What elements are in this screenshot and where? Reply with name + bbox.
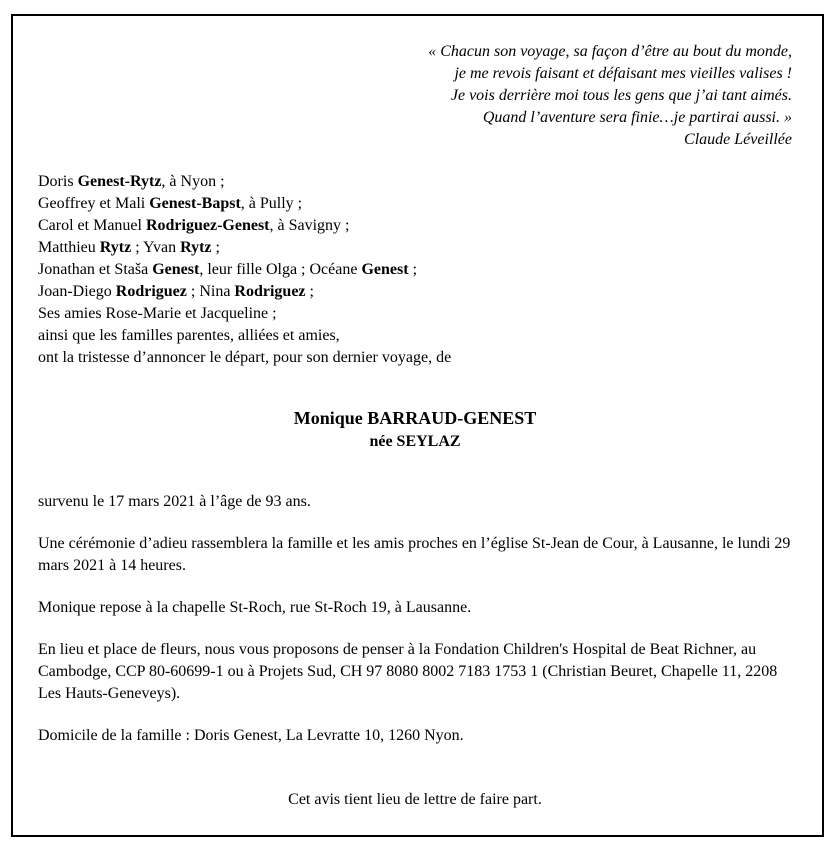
family-address-paragraph: Domicile de la famille : Doris Genest, La Levratte 10, 1260 Nyon. — [38, 727, 464, 744]
family-text: Jonathan et Staša — [38, 261, 153, 278]
footer-notice: Cet avis tient lieu de lettre de faire part. — [288, 791, 542, 808]
family-text: ; — [305, 283, 314, 300]
quote-attribution: Claude Léveillée — [684, 131, 792, 148]
quote-lines — [38, 41, 792, 129]
death-date-paragraph: survenu le 17 mars 2021 à l’âge de 93 ans. — [38, 493, 311, 510]
deceased-name: Monique BARRAUD-GENEST — [293, 408, 537, 428]
family-text: Carol et Manuel — [38, 217, 146, 234]
family-text: ; — [408, 261, 418, 278]
family-line — [38, 281, 792, 303]
family-text: ; Nina — [186, 283, 235, 300]
family-surname-bold: Genest-Rytz — [77, 173, 162, 190]
family-text: Geoffrey et Mali — [38, 195, 150, 212]
family-line — [38, 259, 792, 281]
family-line — [38, 193, 792, 215]
family-text: , à Savigny ; — [269, 217, 350, 234]
family-line — [38, 215, 792, 237]
family-line — [38, 325, 792, 347]
family-text: ; Yvan — [131, 239, 181, 256]
family-surname-bold: Genest-Bapst — [149, 195, 241, 212]
family-list — [38, 171, 792, 369]
family-text: ainsi que les familles parentes, alliées et amies, — [38, 327, 340, 344]
family-line — [38, 303, 792, 325]
donations-paragraph: En lieu et place de fleurs, nous vous proposons de penser à la Fondation Children's Hospital de Beat Richner, au Cambodge, CCP 80-60699-1 ou à Projets Sud, CH 97 8080 8002 7183 1753 1 (Christian Beuret, Chapelle 11, 2208 Les Hauts-Geneveys). — [38, 641, 778, 702]
family-line — [38, 347, 792, 369]
family-line — [38, 171, 792, 193]
repose-paragraph: Monique repose à la chapelle St-Roch, rue St-Roch 19, à Lausanne. — [38, 599, 472, 616]
deceased-name-block — [38, 405, 792, 453]
family-text: Ses amies Rose-Marie et Jacqueline ; — [38, 305, 277, 322]
quote-line: je me revois faisant et défaisant mes vieilles valises ! — [454, 65, 792, 82]
quote-line: Je vois derrière moi tous les gens que j’ai tant aimés. — [450, 87, 792, 104]
family-surname-bold: Genest — [152, 261, 200, 278]
family-surname-bold: Rytz — [99, 239, 132, 256]
family-surname-bold: Rodriguez — [234, 283, 306, 300]
family-surname-bold: Rodriguez-Genest — [145, 217, 270, 234]
family-text: Doris — [38, 173, 78, 190]
family-surname-bold: Rytz — [180, 239, 212, 256]
quote-line: « Chacun son voyage, sa façon d’être au bout du monde, — [428, 43, 792, 60]
family-text: Joan-Diego — [38, 283, 116, 300]
family-surname-bold: Genest — [361, 261, 409, 278]
family-surname-bold: Rodriguez — [115, 283, 187, 300]
deceased-maiden-name: née SEYLAZ — [369, 433, 461, 450]
ceremony-paragraph: Une cérémonie d’adieu rassemblera la famille et les amis proches en l’église St-Jean de Cour, à Lausanne, le lundi 29 mars 2021 à 14 heures. — [38, 535, 791, 574]
family-text: ont la tristesse d’annoncer le départ, pour son dernier voyage, de — [38, 349, 452, 366]
family-text: , à Pully ; — [240, 195, 303, 212]
quote-line: Quand l’aventure sera finie…je partirai aussi. » — [482, 109, 792, 126]
family-text: Matthieu — [38, 239, 100, 256]
family-line — [38, 237, 792, 259]
family-text: , à Nyon ; — [161, 173, 225, 190]
opening-quote-block — [38, 41, 792, 151]
family-text: , leur fille Olga ; Océane — [199, 261, 362, 278]
family-text: ; — [211, 239, 220, 256]
obituary-document-border — [11, 14, 824, 837]
